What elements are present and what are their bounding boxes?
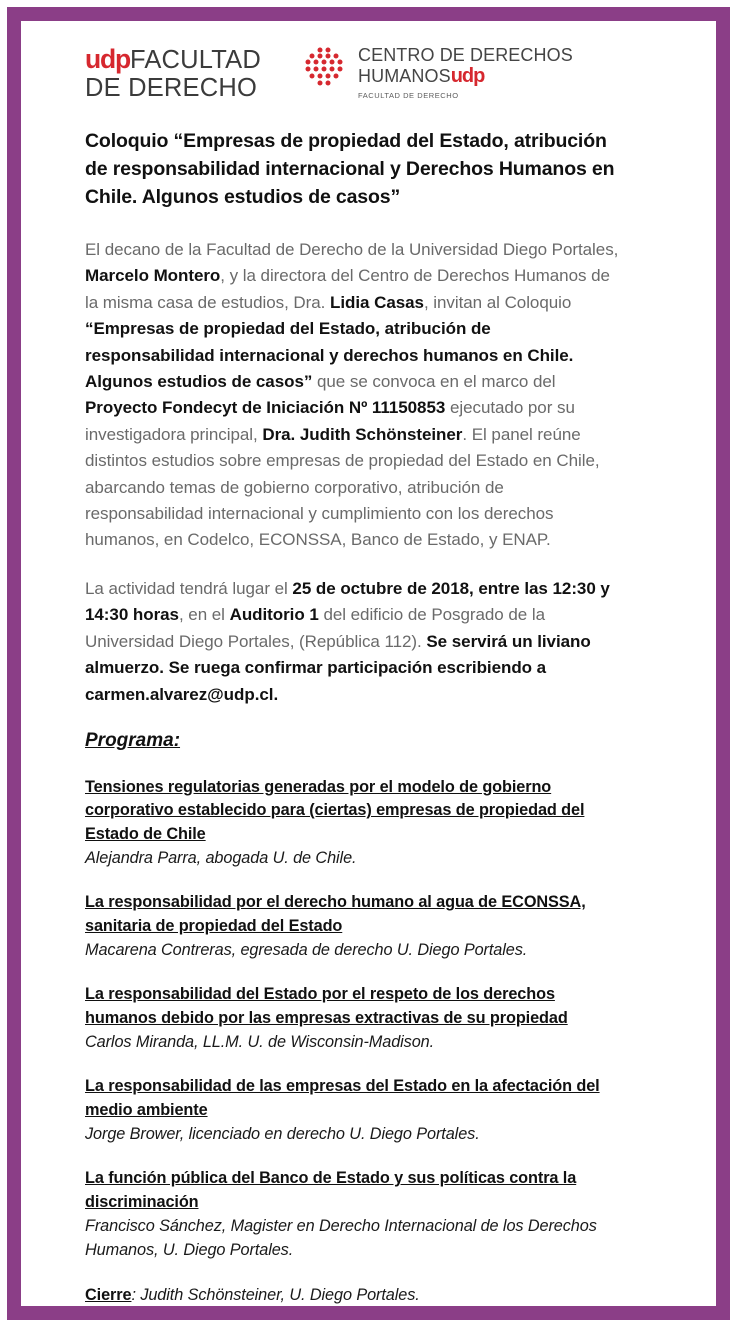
cierre-text: : Judith Schönsteiner, U. Diego Portales. — [131, 1286, 420, 1305]
cierre-label: Cierre — [85, 1286, 132, 1305]
p2-date-time: 25 de octubre de 2018, entre las 12:30 y 14:30 horas — [85, 578, 610, 625]
p2-s1: La actividad tendrá lugar el — [85, 578, 293, 598]
program-item — [85, 983, 625, 1054]
dot-cluster-icon — [303, 45, 347, 89]
cdh-logo — [303, 41, 573, 100]
programa-heading: Programa: — [85, 729, 181, 751]
program-item-speaker: Alejandra Parra, abogada U. de Chile. — [85, 849, 357, 868]
program-item-speaker: Francisco Sánchez, Magister en Derecho Internacional de los Derechos Humanos, U. Diego Portales. — [85, 1217, 597, 1260]
p1-dean-name: Marcelo Montero — [85, 266, 221, 286]
p1-project-code: Proyecto Fondecyt de Iniciación Nº 11150853 — [85, 398, 446, 418]
program-item-title: La responsabilidad por el derecho humano al agua de ECONSSA, sanitaria de propiedad del Estado — [85, 893, 586, 935]
logistics-paragraph — [85, 576, 623, 708]
udp-logo-line2: DE DERECHO — [85, 74, 258, 102]
cdh-logo-humanos: HUMANOS — [358, 65, 451, 86]
program-item-speaker: Jorge Brower, licenciado en derecho U. Diego Portales. — [85, 1125, 480, 1144]
program-item-title: La responsabilidad del Estado por el respeto de los derechos humanos debido por las empresas extractivas de su propiedad — [85, 985, 568, 1027]
program-item — [85, 776, 625, 871]
p1-s1: El decano de la Facultad de Derecho de la Universidad Diego Portales, — [85, 240, 619, 259]
p2-s2: , en el — [178, 605, 230, 625]
page-title: Coloquio “Empresas de propiedad del Estado, atribución de responsabilidad internacional y Derechos Humanos en Chile. Algunos estudios de casos” — [85, 130, 615, 208]
p1-colloquium-name: “Empresas de propiedad del Estado, atribución de responsabilidad internacional y derechos humanos en Chile. Algunos estudios de casos” — [85, 319, 574, 392]
program-item — [85, 1167, 625, 1262]
program-item-speaker: Macarena Contreras, egresada de derecho U. Diego Portales. — [85, 941, 528, 960]
p2-s3: del edificio de Posgrado de la Universidad Diego Portales, (República 112). — [85, 605, 545, 651]
cdh-logo-line1: CENTRO DE DERECHOS — [358, 45, 573, 65]
program-item-title: Tensiones regulatorias generadas por el modelo de gobierno corporativo establecido para (ciertas) empresas de propiedad del Estado de Chile — [85, 777, 585, 843]
program-item — [85, 1075, 625, 1146]
cdh-logo-line2 — [358, 66, 573, 87]
program-item-speaker: Carlos Miranda, LL.M. U. de Wisconsin-Madison. — [85, 1033, 435, 1052]
p1-s3: , invitan al Coloquio — [423, 292, 572, 312]
p1-s5: ejecutado por su investigadora principal, — [85, 398, 575, 444]
p1-director-name: Lidia Casas — [330, 292, 424, 312]
udp-logo-facultad: FACULTAD — [129, 46, 261, 74]
cdh-logo-subtitle: FACULTAD DE DERECHO — [358, 91, 459, 100]
program-item-title: La responsabilidad de las empresas del Estado en la afectación del medio ambiente — [85, 1077, 600, 1119]
p2-venue: Auditorio 1 — [229, 605, 319, 625]
udp-faculty-logo — [85, 41, 285, 102]
cdh-logo-text — [358, 45, 573, 100]
p1-s2: , y la directora del Centro de Derechos Humanos de la misma casa de estudios, Dra. — [85, 266, 610, 312]
program-item-title: La función pública del Banco de Estado y sus políticas contra la discriminación — [85, 1169, 577, 1211]
p1-s6: . El panel reúne distintos estudios sobre empresas de propiedad del Estado en Chile, abarcando temas de gobierno corporativo, atribución de responsabilidad internacional y cumplimiento con los derechos humanos, en Codelco, ECONSSA, Banco de Estado, y ENAP. — [85, 424, 600, 550]
purple-border-frame — [7, 7, 730, 1320]
intro-paragraph — [85, 237, 623, 554]
p2-rsvp-note: Se servirá un liviano almuerzo. Se ruega confirmar participación escribiendo a carmen.alvarez@udp.cl. — [85, 631, 591, 704]
udp-wordmark: udp — [85, 44, 130, 74]
p1-s4: que se convoca en el marco del — [312, 372, 556, 392]
cierre-line — [85, 1283, 680, 1307]
cdh-udp-wordmark: udp — [450, 64, 485, 87]
udp-logo-line1 — [85, 45, 285, 74]
content-area — [85, 41, 680, 1307]
program-item — [85, 891, 625, 962]
logo-row — [85, 41, 680, 113]
p1-researcher-name: Dra. Judith Schönsteiner — [262, 424, 463, 444]
